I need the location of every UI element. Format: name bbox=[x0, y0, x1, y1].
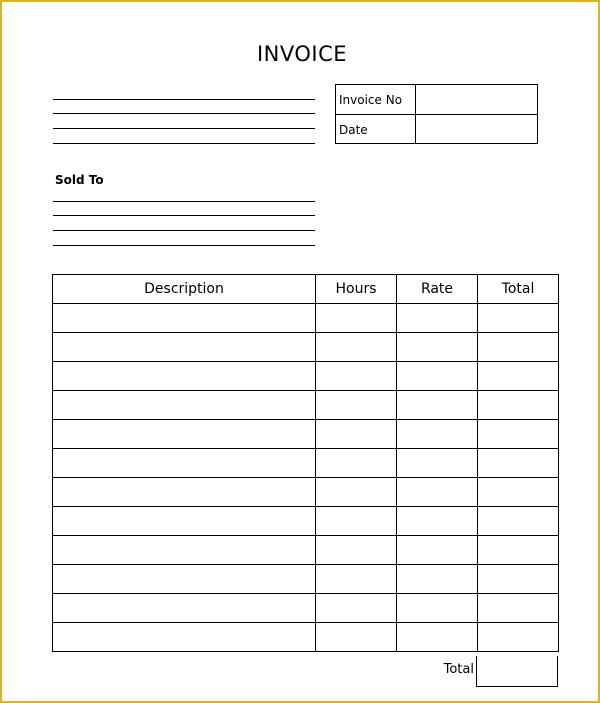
address-line-4 bbox=[53, 143, 315, 144]
sold-to-line-4 bbox=[53, 245, 315, 246]
address-line-2 bbox=[53, 113, 315, 114]
table-row bbox=[53, 391, 559, 420]
description-cell[interactable] bbox=[53, 362, 316, 391]
invoice-meta-box bbox=[335, 84, 538, 144]
description-cell[interactable] bbox=[53, 536, 316, 565]
table-body bbox=[53, 304, 559, 652]
total-cell[interactable] bbox=[478, 478, 559, 507]
table-row bbox=[53, 362, 559, 391]
date-row bbox=[336, 115, 537, 144]
sold-to-line-1 bbox=[53, 201, 315, 202]
description-cell[interactable] bbox=[53, 304, 316, 333]
description-cell[interactable] bbox=[53, 478, 316, 507]
sold-to-line-3 bbox=[53, 230, 315, 231]
rate-cell[interactable] bbox=[397, 594, 478, 623]
table-row bbox=[53, 536, 559, 565]
description-cell[interactable] bbox=[53, 594, 316, 623]
description-cell[interactable] bbox=[53, 420, 316, 449]
total-cell[interactable] bbox=[478, 594, 559, 623]
total-cell[interactable] bbox=[478, 536, 559, 565]
rate-cell[interactable] bbox=[397, 565, 478, 594]
rate-cell[interactable] bbox=[397, 478, 478, 507]
grand-total-field[interactable] bbox=[476, 656, 558, 687]
date-field[interactable] bbox=[416, 115, 537, 144]
hours-cell[interactable] bbox=[316, 623, 397, 652]
header-total: Total bbox=[478, 275, 559, 304]
hours-cell[interactable] bbox=[316, 304, 397, 333]
rate-cell[interactable] bbox=[397, 536, 478, 565]
table-row bbox=[53, 507, 559, 536]
description-cell[interactable] bbox=[53, 449, 316, 478]
rate-cell[interactable] bbox=[397, 333, 478, 362]
total-cell[interactable] bbox=[478, 507, 559, 536]
hours-cell[interactable] bbox=[316, 449, 397, 478]
total-cell[interactable] bbox=[478, 391, 559, 420]
invoice-no-label: Invoice No bbox=[336, 85, 416, 114]
hours-cell[interactable] bbox=[316, 333, 397, 362]
table-row bbox=[53, 478, 559, 507]
sold-to-line-2 bbox=[53, 215, 315, 216]
total-cell[interactable] bbox=[478, 333, 559, 362]
hours-cell[interactable] bbox=[316, 536, 397, 565]
hours-cell[interactable] bbox=[316, 391, 397, 420]
rate-cell[interactable] bbox=[397, 623, 478, 652]
invoice-no-field[interactable] bbox=[416, 85, 537, 114]
hours-cell[interactable] bbox=[316, 478, 397, 507]
line-items-table bbox=[52, 274, 559, 652]
invoice-no-row bbox=[336, 85, 537, 115]
table-row bbox=[53, 449, 559, 478]
table-row bbox=[53, 565, 559, 594]
header-hours: Hours bbox=[316, 275, 397, 304]
rate-cell[interactable] bbox=[397, 449, 478, 478]
description-cell[interactable] bbox=[53, 333, 316, 362]
address-line-3 bbox=[53, 128, 315, 129]
total-cell[interactable] bbox=[478, 420, 559, 449]
date-label: Date bbox=[336, 115, 416, 144]
rate-cell[interactable] bbox=[397, 420, 478, 449]
address-line-1 bbox=[53, 99, 315, 100]
rate-cell[interactable] bbox=[397, 507, 478, 536]
description-cell[interactable] bbox=[53, 623, 316, 652]
hours-cell[interactable] bbox=[316, 420, 397, 449]
description-cell[interactable] bbox=[53, 391, 316, 420]
header-rate: Rate bbox=[397, 275, 478, 304]
invoice-title: INVOICE bbox=[256, 42, 348, 66]
table-row bbox=[53, 304, 559, 333]
rate-cell[interactable] bbox=[397, 304, 478, 333]
hours-cell[interactable] bbox=[316, 507, 397, 536]
table-header-row bbox=[53, 275, 559, 304]
grand-total-label: Total bbox=[443, 662, 474, 677]
sold-to-label: Sold To bbox=[55, 173, 104, 187]
table-row bbox=[53, 623, 559, 652]
hours-cell[interactable] bbox=[316, 565, 397, 594]
hours-cell[interactable] bbox=[316, 362, 397, 391]
total-cell[interactable] bbox=[478, 362, 559, 391]
total-cell[interactable] bbox=[478, 623, 559, 652]
header-description: Description bbox=[53, 275, 316, 304]
rate-cell[interactable] bbox=[397, 362, 478, 391]
total-cell[interactable] bbox=[478, 449, 559, 478]
table-row bbox=[53, 594, 559, 623]
rate-cell[interactable] bbox=[397, 391, 478, 420]
total-cell[interactable] bbox=[478, 565, 559, 594]
description-cell[interactable] bbox=[53, 507, 316, 536]
table-row bbox=[53, 333, 559, 362]
table-row bbox=[53, 420, 559, 449]
hours-cell[interactable] bbox=[316, 594, 397, 623]
total-cell[interactable] bbox=[478, 304, 559, 333]
description-cell[interactable] bbox=[53, 565, 316, 594]
